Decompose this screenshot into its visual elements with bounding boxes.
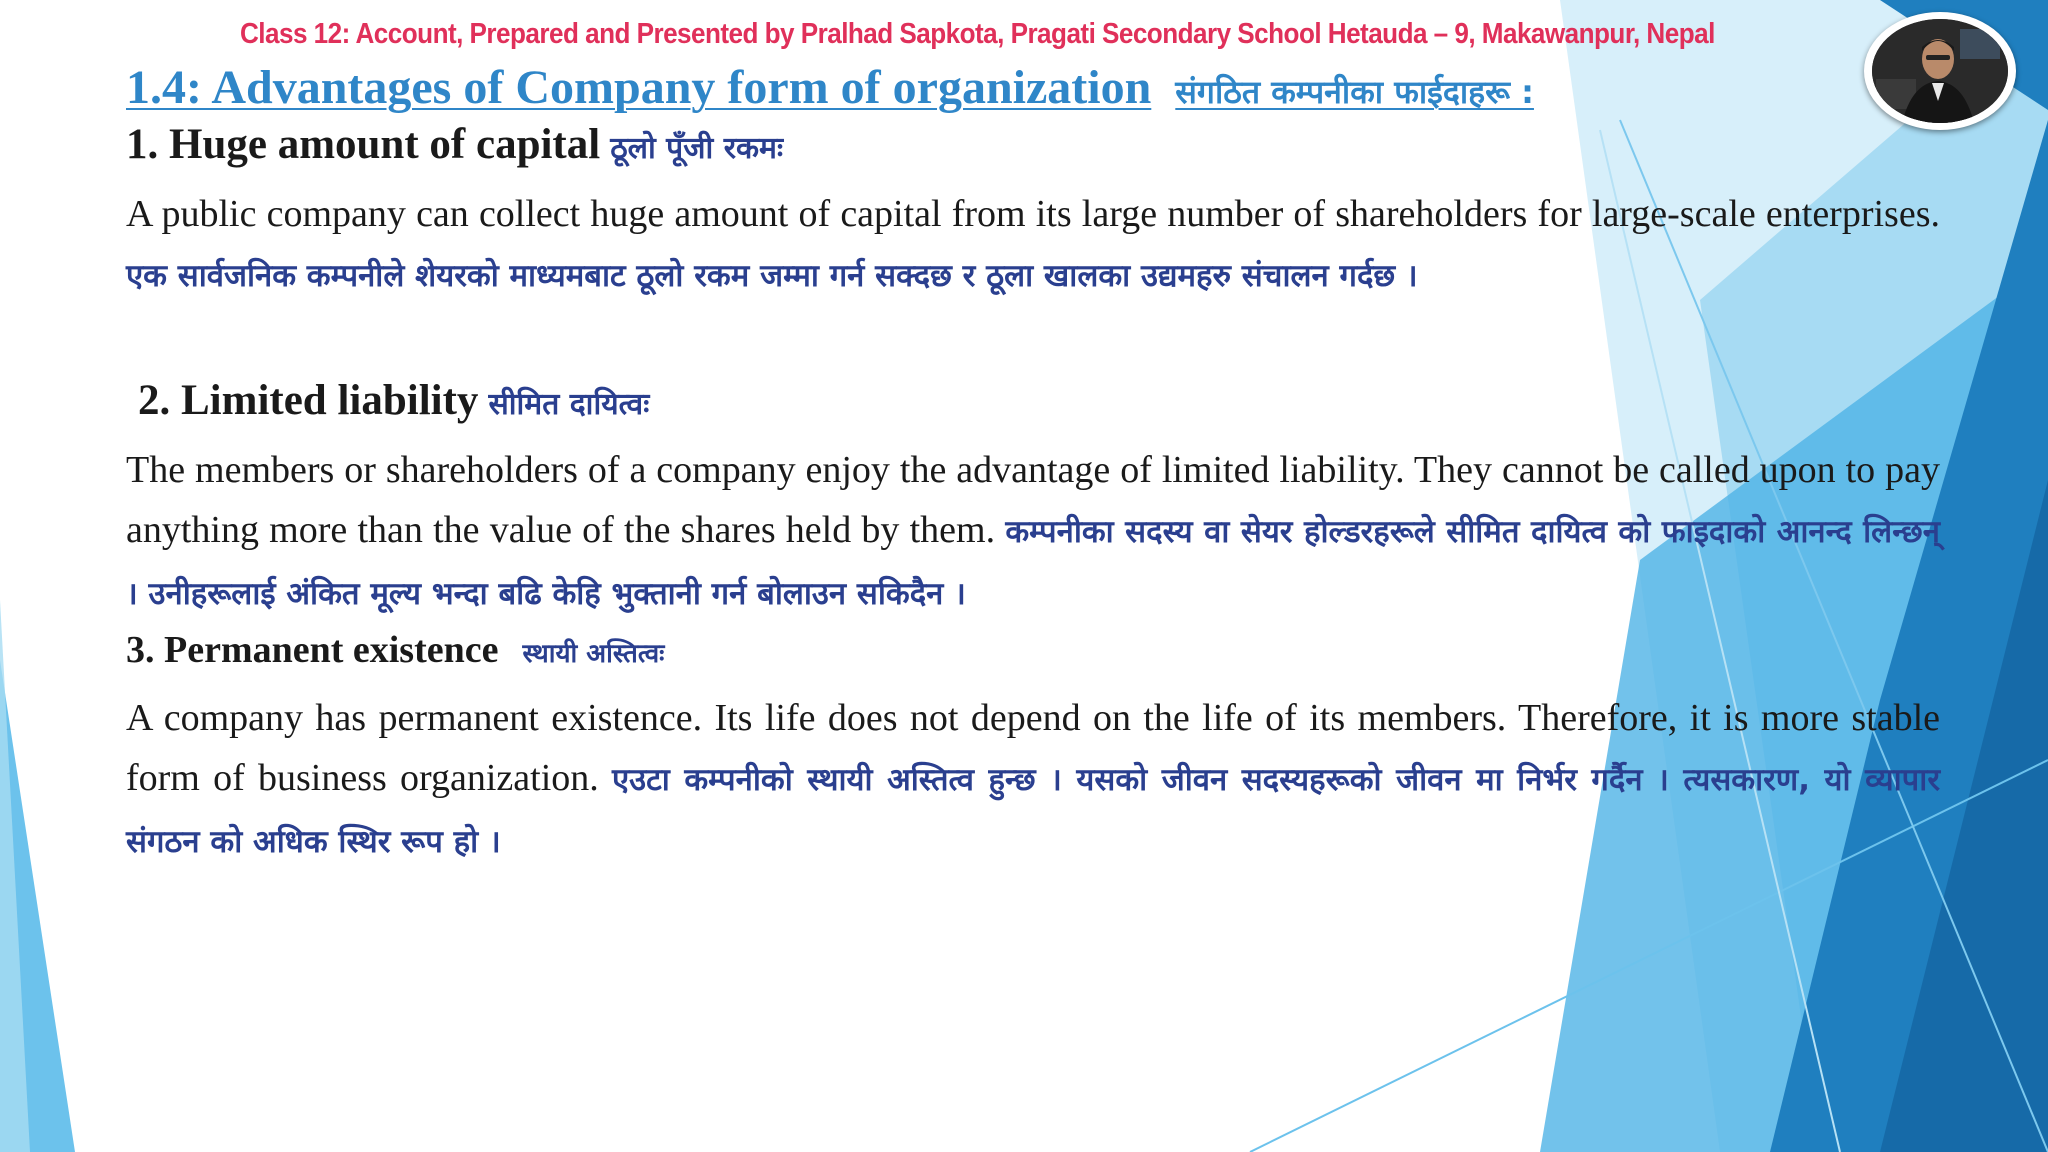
section-body-english: The members or shareholders of a company enjoy the advantage of limited liability. They cannot be called upon to pay anything more than the value of the shares held by them. (126, 449, 1940, 551)
section-heading-existence (126, 628, 664, 672)
section-body-nepali: एक सार्वजनिक कम्पनीले शेयरको माध्यमबाट ठूलो रकम जम्मा गर्न सक्दछ र ठूला खालका उद्यमहरु संचालन गर्दछ । (126, 258, 1418, 294)
section-body-english: A public company can collect huge amount of capital from its large number of shareholders for large-scale enterprises. (126, 193, 1940, 235)
section-heading-capital (126, 120, 783, 169)
section-heading-english: 1. Huge amount of capital (126, 121, 601, 168)
section-body-nepali: कम्पनीका सदस्य वा सेयर होल्डरहरूले सीमित दायित्व को फाइदाको आनन्द लिन्छन् । उनीहरूलाई अंकित मूल्य भन्दा बढि केहि भुक्तानी गर्न बोलाउन सकिदैन । (126, 514, 1940, 612)
section-heading-nepali: स्थायी अस्तित्वः (522, 639, 665, 669)
section-body-english: A company has permanent existence. Its life does not depend on the life of its members. Therefore, it is more stable form of business organization. (126, 697, 1940, 799)
header-credit-line: Class 12: Account, Prepared and Presented by Pralhad Sapkota, Pragati Secondary School Hetauda – 9, Makawanpur, Nepal (240, 18, 1715, 50)
section-body-capital (126, 184, 1940, 306)
slide-title (126, 60, 1534, 115)
slide-title-english: 1.4: Advantages of Company form of organization (126, 61, 1152, 114)
section-heading-english: 2. Limited liability (138, 377, 479, 424)
presenter-photo (1872, 19, 2008, 123)
section-heading-english: 3. Permanent existence (126, 629, 499, 671)
section-heading-liability (138, 376, 649, 425)
section-heading-nepali: सीमित दायित्वः (488, 387, 650, 422)
slide-title-nepali: संगठित कम्पनीका फाईदाहरू : (1175, 73, 1534, 111)
presenter-avatar (1864, 12, 2016, 130)
section-body-liability (126, 440, 1940, 624)
section-body-existence (126, 688, 1940, 872)
section-heading-nepali: ठूलो पूँजी रकमः (610, 131, 784, 166)
section-body-nepali: एउटा कम्पनीको स्थायी अस्तित्व हुन्छ । यसको जीवन सदस्यहरूको जीवन मा निर्भर गर्दैन । त्यसकारण, यो व्यापार संगठन को अधिक स्थिर रूप हो । (126, 762, 1940, 860)
